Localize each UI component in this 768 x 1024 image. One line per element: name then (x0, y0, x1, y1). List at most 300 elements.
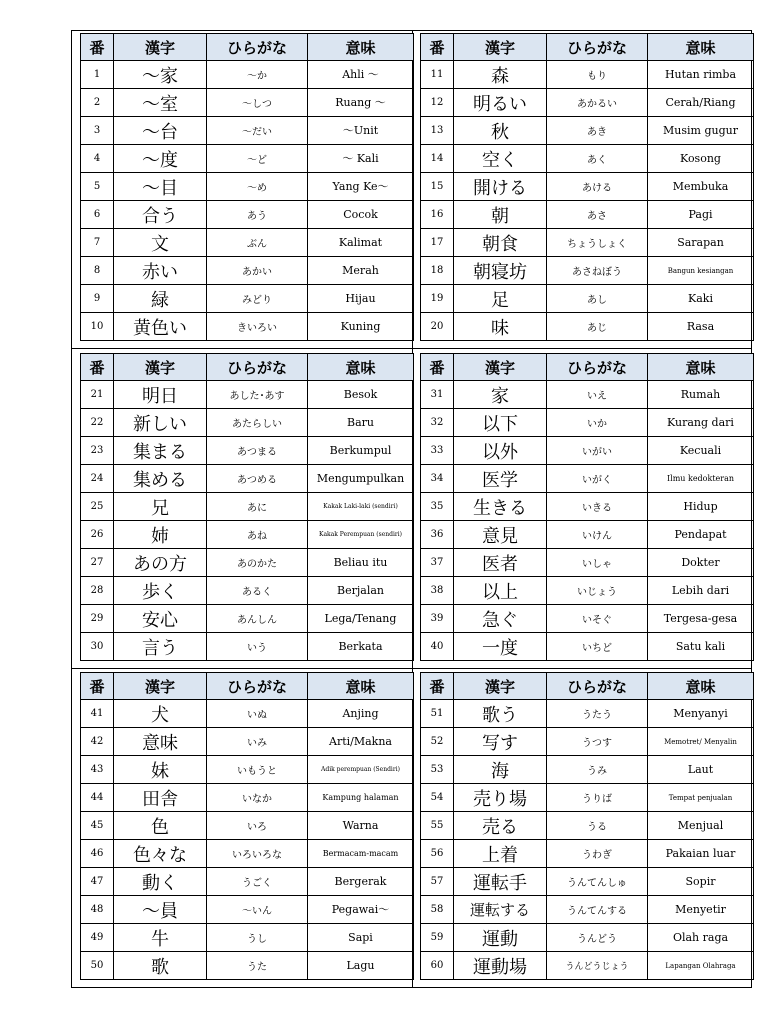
meaning-cell: Sopir (648, 868, 754, 896)
table-row (421, 812, 754, 840)
hiragana-cell: あした･あす (207, 381, 308, 409)
kanji-cell: 〜員 (114, 896, 207, 924)
meaning-cell: Bermacam-macam (308, 840, 414, 868)
meaning-cell: Bangun kesiangan (648, 257, 754, 285)
kanji-cell: 黄色い (114, 313, 207, 341)
meaning-cell: Memotret/ Menyalin (648, 728, 754, 756)
kanji-cell: 開ける (454, 173, 547, 201)
meaning-cell: Rumah (648, 381, 754, 409)
meaning-cell: Bergerak (308, 868, 414, 896)
kanji-cell: 色 (114, 812, 207, 840)
table-row (81, 493, 414, 521)
header-number: 番 (81, 673, 114, 700)
meaning-cell: Baru (308, 409, 414, 437)
hiragana-cell: あさねぼう (547, 257, 648, 285)
kanji-cell: 色々な (114, 840, 207, 868)
entry-number: 13 (421, 117, 454, 145)
meaning-cell: Pegawai〜 (308, 896, 414, 924)
meaning-cell: 〜 Kali (308, 145, 414, 173)
hiragana-cell: 〜か (207, 61, 308, 89)
entry-number: 36 (421, 521, 454, 549)
entry-number: 52 (421, 728, 454, 756)
hiragana-cell: いじょう (547, 577, 648, 605)
table-row (81, 728, 414, 756)
header-number: 番 (421, 354, 454, 381)
kanji-cell: 明日 (114, 381, 207, 409)
hiragana-cell: 〜だい (207, 117, 308, 145)
section-divider (72, 348, 751, 349)
header-row (421, 354, 754, 381)
meaning-cell: Berkumpul (308, 437, 414, 465)
kanji-cell: 運転する (454, 896, 547, 924)
meaning-cell: Besok (308, 381, 414, 409)
table-row (81, 173, 414, 201)
table-row (81, 784, 414, 812)
kanji-cell: 〜度 (114, 145, 207, 173)
header-number: 番 (81, 354, 114, 381)
entry-number: 47 (81, 868, 114, 896)
kanji-cell: 〜目 (114, 173, 207, 201)
kanji-cell: 〜室 (114, 89, 207, 117)
entry-number: 1 (81, 61, 114, 89)
meaning-cell: Ilmu kedokteran (648, 465, 754, 493)
entry-number: 44 (81, 784, 114, 812)
kanji-cell: 以上 (454, 577, 547, 605)
table-row (81, 437, 414, 465)
entry-number: 28 (81, 577, 114, 605)
hiragana-cell: あく (547, 145, 648, 173)
hiragana-cell: あるく (207, 577, 308, 605)
entry-number: 53 (421, 756, 454, 784)
hiragana-cell: あたらしい (207, 409, 308, 437)
kanji-cell: 医者 (454, 549, 547, 577)
table-row (421, 465, 754, 493)
hiragana-cell: ぶん (207, 229, 308, 257)
entry-number: 9 (81, 285, 114, 313)
kanji-cell: 意見 (454, 521, 547, 549)
header-number: 番 (81, 34, 114, 61)
meaning-cell: Hidup (648, 493, 754, 521)
entry-number: 2 (81, 89, 114, 117)
kanji-cell: 妹 (114, 756, 207, 784)
table-row (81, 521, 414, 549)
meaning-cell: Hijau (308, 285, 414, 313)
entry-number: 46 (81, 840, 114, 868)
hiragana-cell: いそぐ (547, 605, 648, 633)
meaning-cell: Laut (648, 756, 754, 784)
meaning-cell: Anjing (308, 700, 414, 728)
header-row (81, 673, 414, 700)
kanji-cell: 以下 (454, 409, 547, 437)
hiragana-cell: あける (547, 173, 648, 201)
table-row (421, 117, 754, 145)
entry-number: 7 (81, 229, 114, 257)
meaning-cell: Kakak Laki-laki (sendiri) (308, 493, 414, 521)
entry-number: 3 (81, 117, 114, 145)
entry-number: 51 (421, 700, 454, 728)
entry-number: 17 (421, 229, 454, 257)
header-row (81, 354, 414, 381)
kanji-cell: 朝 (454, 201, 547, 229)
table-row (81, 257, 414, 285)
meaning-cell: Kurang dari (648, 409, 754, 437)
table-row (81, 465, 414, 493)
entry-number: 59 (421, 924, 454, 952)
table-row (421, 409, 754, 437)
table-row (81, 117, 414, 145)
entry-number: 49 (81, 924, 114, 952)
hiragana-cell: あき (547, 117, 648, 145)
header-hiragana: ひらがな (547, 354, 648, 381)
kanji-cell: 姉 (114, 521, 207, 549)
table-row (421, 924, 754, 952)
header-meaning: 意味 (308, 354, 414, 381)
meaning-cell: Pakaian luar (648, 840, 754, 868)
entry-number: 34 (421, 465, 454, 493)
table-row (81, 145, 414, 173)
meaning-cell: Pendapat (648, 521, 754, 549)
hiragana-cell: いなか (207, 784, 308, 812)
kanji-cell: 以外 (454, 437, 547, 465)
hiragana-cell: いぬ (207, 700, 308, 728)
meaning-cell: Satu kali (648, 633, 754, 661)
entry-number: 57 (421, 868, 454, 896)
header-row (421, 34, 754, 61)
kanji-cell: 朝食 (454, 229, 547, 257)
entry-number: 19 (421, 285, 454, 313)
hiragana-cell: いもうと (207, 756, 308, 784)
meaning-cell: Sapi (308, 924, 414, 952)
entry-number: 50 (81, 952, 114, 980)
kanji-cell: 写す (454, 728, 547, 756)
table-row (81, 924, 414, 952)
table-row (81, 313, 414, 341)
meaning-cell: 〜Unit (308, 117, 414, 145)
meaning-cell: Merah (308, 257, 414, 285)
kanji-cell: 緑 (114, 285, 207, 313)
kanji-cell: あの方 (114, 549, 207, 577)
header-hiragana: ひらがな (547, 673, 648, 700)
hiragana-cell: いがく (547, 465, 648, 493)
meaning-cell: Adik perempuan (Sendiri) (308, 756, 414, 784)
table-row (421, 381, 754, 409)
table-row (81, 812, 414, 840)
table-row (421, 229, 754, 257)
kanji-cell: 歩く (114, 577, 207, 605)
table-row (421, 605, 754, 633)
hiragana-cell: うし (207, 924, 308, 952)
hiragana-cell: ちょうしょく (547, 229, 648, 257)
entry-number: 14 (421, 145, 454, 173)
kanji-cell: 急ぐ (454, 605, 547, 633)
header-kanji: 漢字 (454, 673, 547, 700)
meaning-cell: Ruang 〜 (308, 89, 414, 117)
hiragana-cell: あかい (207, 257, 308, 285)
table-row (81, 840, 414, 868)
hiragana-cell: いろいろな (207, 840, 308, 868)
hiragana-cell: いきる (547, 493, 648, 521)
entry-number: 60 (421, 952, 454, 980)
entry-number: 29 (81, 605, 114, 633)
header-hiragana: ひらがな (207, 354, 308, 381)
entry-number: 37 (421, 549, 454, 577)
table-row (81, 577, 414, 605)
table-row (81, 89, 414, 117)
kanji-cell: 海 (454, 756, 547, 784)
header-kanji: 漢字 (114, 34, 207, 61)
hiragana-cell: うみ (547, 756, 648, 784)
hiragana-cell: きいろい (207, 313, 308, 341)
kanji-cell: 文 (114, 229, 207, 257)
header-number: 番 (421, 34, 454, 61)
meaning-cell: Tempat penjualan (648, 784, 754, 812)
header-hiragana: ひらがな (207, 673, 308, 700)
hiragana-cell: うわぎ (547, 840, 648, 868)
entry-number: 26 (81, 521, 114, 549)
hiragana-cell: うたう (547, 700, 648, 728)
kanji-cell: 集める (114, 465, 207, 493)
header-meaning: 意味 (648, 34, 754, 61)
entry-number: 48 (81, 896, 114, 924)
kanji-cell: 運動場 (454, 952, 547, 980)
meaning-cell: Arti/Makna (308, 728, 414, 756)
meaning-cell: Kalimat (308, 229, 414, 257)
kanji-cell: 新しい (114, 409, 207, 437)
entry-number: 55 (421, 812, 454, 840)
meaning-cell: Kecuali (648, 437, 754, 465)
hiragana-cell: いがい (547, 437, 648, 465)
table-row (81, 285, 414, 313)
meaning-cell: Tergesa-gesa (648, 605, 754, 633)
entry-number: 10 (81, 313, 114, 341)
hiragana-cell: あに (207, 493, 308, 521)
kanji-cell: 上着 (454, 840, 547, 868)
entry-number: 18 (421, 257, 454, 285)
header-number: 番 (421, 673, 454, 700)
hiragana-cell: いみ (207, 728, 308, 756)
kanji-cell: 空く (454, 145, 547, 173)
hiragana-cell: みどり (207, 285, 308, 313)
entry-number: 38 (421, 577, 454, 605)
kanji-cell: 犬 (114, 700, 207, 728)
entry-number: 20 (421, 313, 454, 341)
meaning-cell: Lebih dari (648, 577, 754, 605)
hiragana-cell: うる (547, 812, 648, 840)
kanji-cell: 家 (454, 381, 547, 409)
table-row (81, 896, 414, 924)
kanji-cell: 売り場 (454, 784, 547, 812)
table-row (81, 409, 414, 437)
kanji-cell: 秋 (454, 117, 547, 145)
hiragana-cell: あつまる (207, 437, 308, 465)
header-hiragana: ひらがな (207, 34, 308, 61)
table-row (81, 229, 414, 257)
table-row (421, 285, 754, 313)
kanji-cell: 言う (114, 633, 207, 661)
meaning-cell: Menyanyi (648, 700, 754, 728)
header-kanji: 漢字 (454, 34, 547, 61)
table-row (421, 313, 754, 341)
meaning-cell: Lapangan Olahraga (648, 952, 754, 980)
entry-number: 35 (421, 493, 454, 521)
meaning-cell: Dokter (648, 549, 754, 577)
vocab-table-4 (420, 353, 754, 661)
table-row (421, 145, 754, 173)
meaning-cell: Hutan rimba (648, 61, 754, 89)
table-row (421, 868, 754, 896)
kanji-cell: 合う (114, 201, 207, 229)
entry-number: 40 (421, 633, 454, 661)
table-row (421, 89, 754, 117)
table-row (81, 633, 414, 661)
table-row (421, 521, 754, 549)
kanji-cell: 兄 (114, 493, 207, 521)
table-row (81, 61, 414, 89)
kanji-cell: 運動 (454, 924, 547, 952)
entry-number: 32 (421, 409, 454, 437)
entry-number: 22 (81, 409, 114, 437)
vocab-table-1 (80, 33, 414, 341)
entry-number: 8 (81, 257, 114, 285)
entry-number: 58 (421, 896, 454, 924)
kanji-cell: 〜台 (114, 117, 207, 145)
hiragana-cell: あんしん (207, 605, 308, 633)
entry-number: 5 (81, 173, 114, 201)
table-row (421, 577, 754, 605)
meaning-cell: Kakak Perempuan (sendiri) (308, 521, 414, 549)
hiragana-cell: うんてんする (547, 896, 648, 924)
meaning-cell: Sarapan (648, 229, 754, 257)
kanji-cell: 田舎 (114, 784, 207, 812)
kanji-cell: 〜家 (114, 61, 207, 89)
meaning-cell: Kaki (648, 285, 754, 313)
entry-number: 25 (81, 493, 114, 521)
hiragana-cell: うつす (547, 728, 648, 756)
entry-number: 16 (421, 201, 454, 229)
header-meaning: 意味 (308, 34, 414, 61)
kanji-cell: 朝寝坊 (454, 257, 547, 285)
kanji-cell: 歌 (114, 952, 207, 980)
header-row (81, 34, 414, 61)
entry-number: 31 (421, 381, 454, 409)
meaning-cell: Rasa (648, 313, 754, 341)
table-row (421, 549, 754, 577)
header-kanji: 漢字 (114, 673, 207, 700)
hiragana-cell: いえ (547, 381, 648, 409)
header-meaning: 意味 (648, 354, 754, 381)
entry-number: 33 (421, 437, 454, 465)
table-row (421, 257, 754, 285)
entry-number: 4 (81, 145, 114, 173)
meaning-cell: Pagi (648, 201, 754, 229)
header-hiragana: ひらがな (547, 34, 648, 61)
table-row (81, 868, 414, 896)
table-row (421, 840, 754, 868)
kanji-cell: 意味 (114, 728, 207, 756)
meaning-cell: Ahli 〜 (308, 61, 414, 89)
kanji-cell: 森 (454, 61, 547, 89)
entry-number: 39 (421, 605, 454, 633)
table-row (421, 201, 754, 229)
kanji-cell: 赤い (114, 257, 207, 285)
hiragana-cell: あさ (547, 201, 648, 229)
entry-number: 12 (421, 89, 454, 117)
kanji-cell: 味 (454, 313, 547, 341)
table-row (81, 605, 414, 633)
table-row (421, 784, 754, 812)
kanji-cell: 安心 (114, 605, 207, 633)
kanji-cell: 明るい (454, 89, 547, 117)
kanji-cell: 歌う (454, 700, 547, 728)
meaning-cell: Warna (308, 812, 414, 840)
hiragana-cell: あう (207, 201, 308, 229)
table-row (421, 700, 754, 728)
meaning-cell: Lega/Tenang (308, 605, 414, 633)
entry-number: 54 (421, 784, 454, 812)
table-row (421, 896, 754, 924)
entry-number: 42 (81, 728, 114, 756)
entry-number: 27 (81, 549, 114, 577)
meaning-cell: Membuka (648, 173, 754, 201)
hiragana-cell: うんどう (547, 924, 648, 952)
table-row (421, 633, 754, 661)
entry-number: 15 (421, 173, 454, 201)
meaning-cell: Mengumpulkan (308, 465, 414, 493)
hiragana-cell: うりば (547, 784, 648, 812)
entry-number: 41 (81, 700, 114, 728)
hiragana-cell: 〜ど (207, 145, 308, 173)
entry-number: 21 (81, 381, 114, 409)
meaning-cell: Musim gugur (648, 117, 754, 145)
entry-number: 45 (81, 812, 114, 840)
hiragana-cell: いう (207, 633, 308, 661)
meaning-cell: Lagu (308, 952, 414, 980)
hiragana-cell: うごく (207, 868, 308, 896)
entry-number: 23 (81, 437, 114, 465)
table-row (81, 201, 414, 229)
meaning-cell: Kuning (308, 313, 414, 341)
kanji-cell: 運転手 (454, 868, 547, 896)
kanji-cell: 一度 (454, 633, 547, 661)
kanji-cell: 売る (454, 812, 547, 840)
kanji-cell: 牛 (114, 924, 207, 952)
meaning-cell: Olah raga (648, 924, 754, 952)
header-meaning: 意味 (648, 673, 754, 700)
table-row (421, 61, 754, 89)
kanji-cell: 集まる (114, 437, 207, 465)
kanji-cell: 生きる (454, 493, 547, 521)
meaning-cell: Menjual (648, 812, 754, 840)
hiragana-cell: 〜いん (207, 896, 308, 924)
entry-number: 11 (421, 61, 454, 89)
vocab-table-2 (420, 33, 754, 341)
vocab-table-5 (80, 672, 414, 980)
meaning-cell: Cocok (308, 201, 414, 229)
entry-number: 6 (81, 201, 114, 229)
kanji-cell: 足 (454, 285, 547, 313)
hiragana-cell: 〜め (207, 173, 308, 201)
hiragana-cell: うんてんしゅ (547, 868, 648, 896)
table-row (81, 381, 414, 409)
table-row (81, 756, 414, 784)
hiragana-cell: うんどうじょう (547, 952, 648, 980)
table-row (81, 952, 414, 980)
meaning-cell: Berjalan (308, 577, 414, 605)
meaning-cell: Cerah/Riang (648, 89, 754, 117)
meaning-cell: Menyetir (648, 896, 754, 924)
vocab-table-3 (80, 353, 414, 661)
vocab-table-6 (420, 672, 754, 980)
